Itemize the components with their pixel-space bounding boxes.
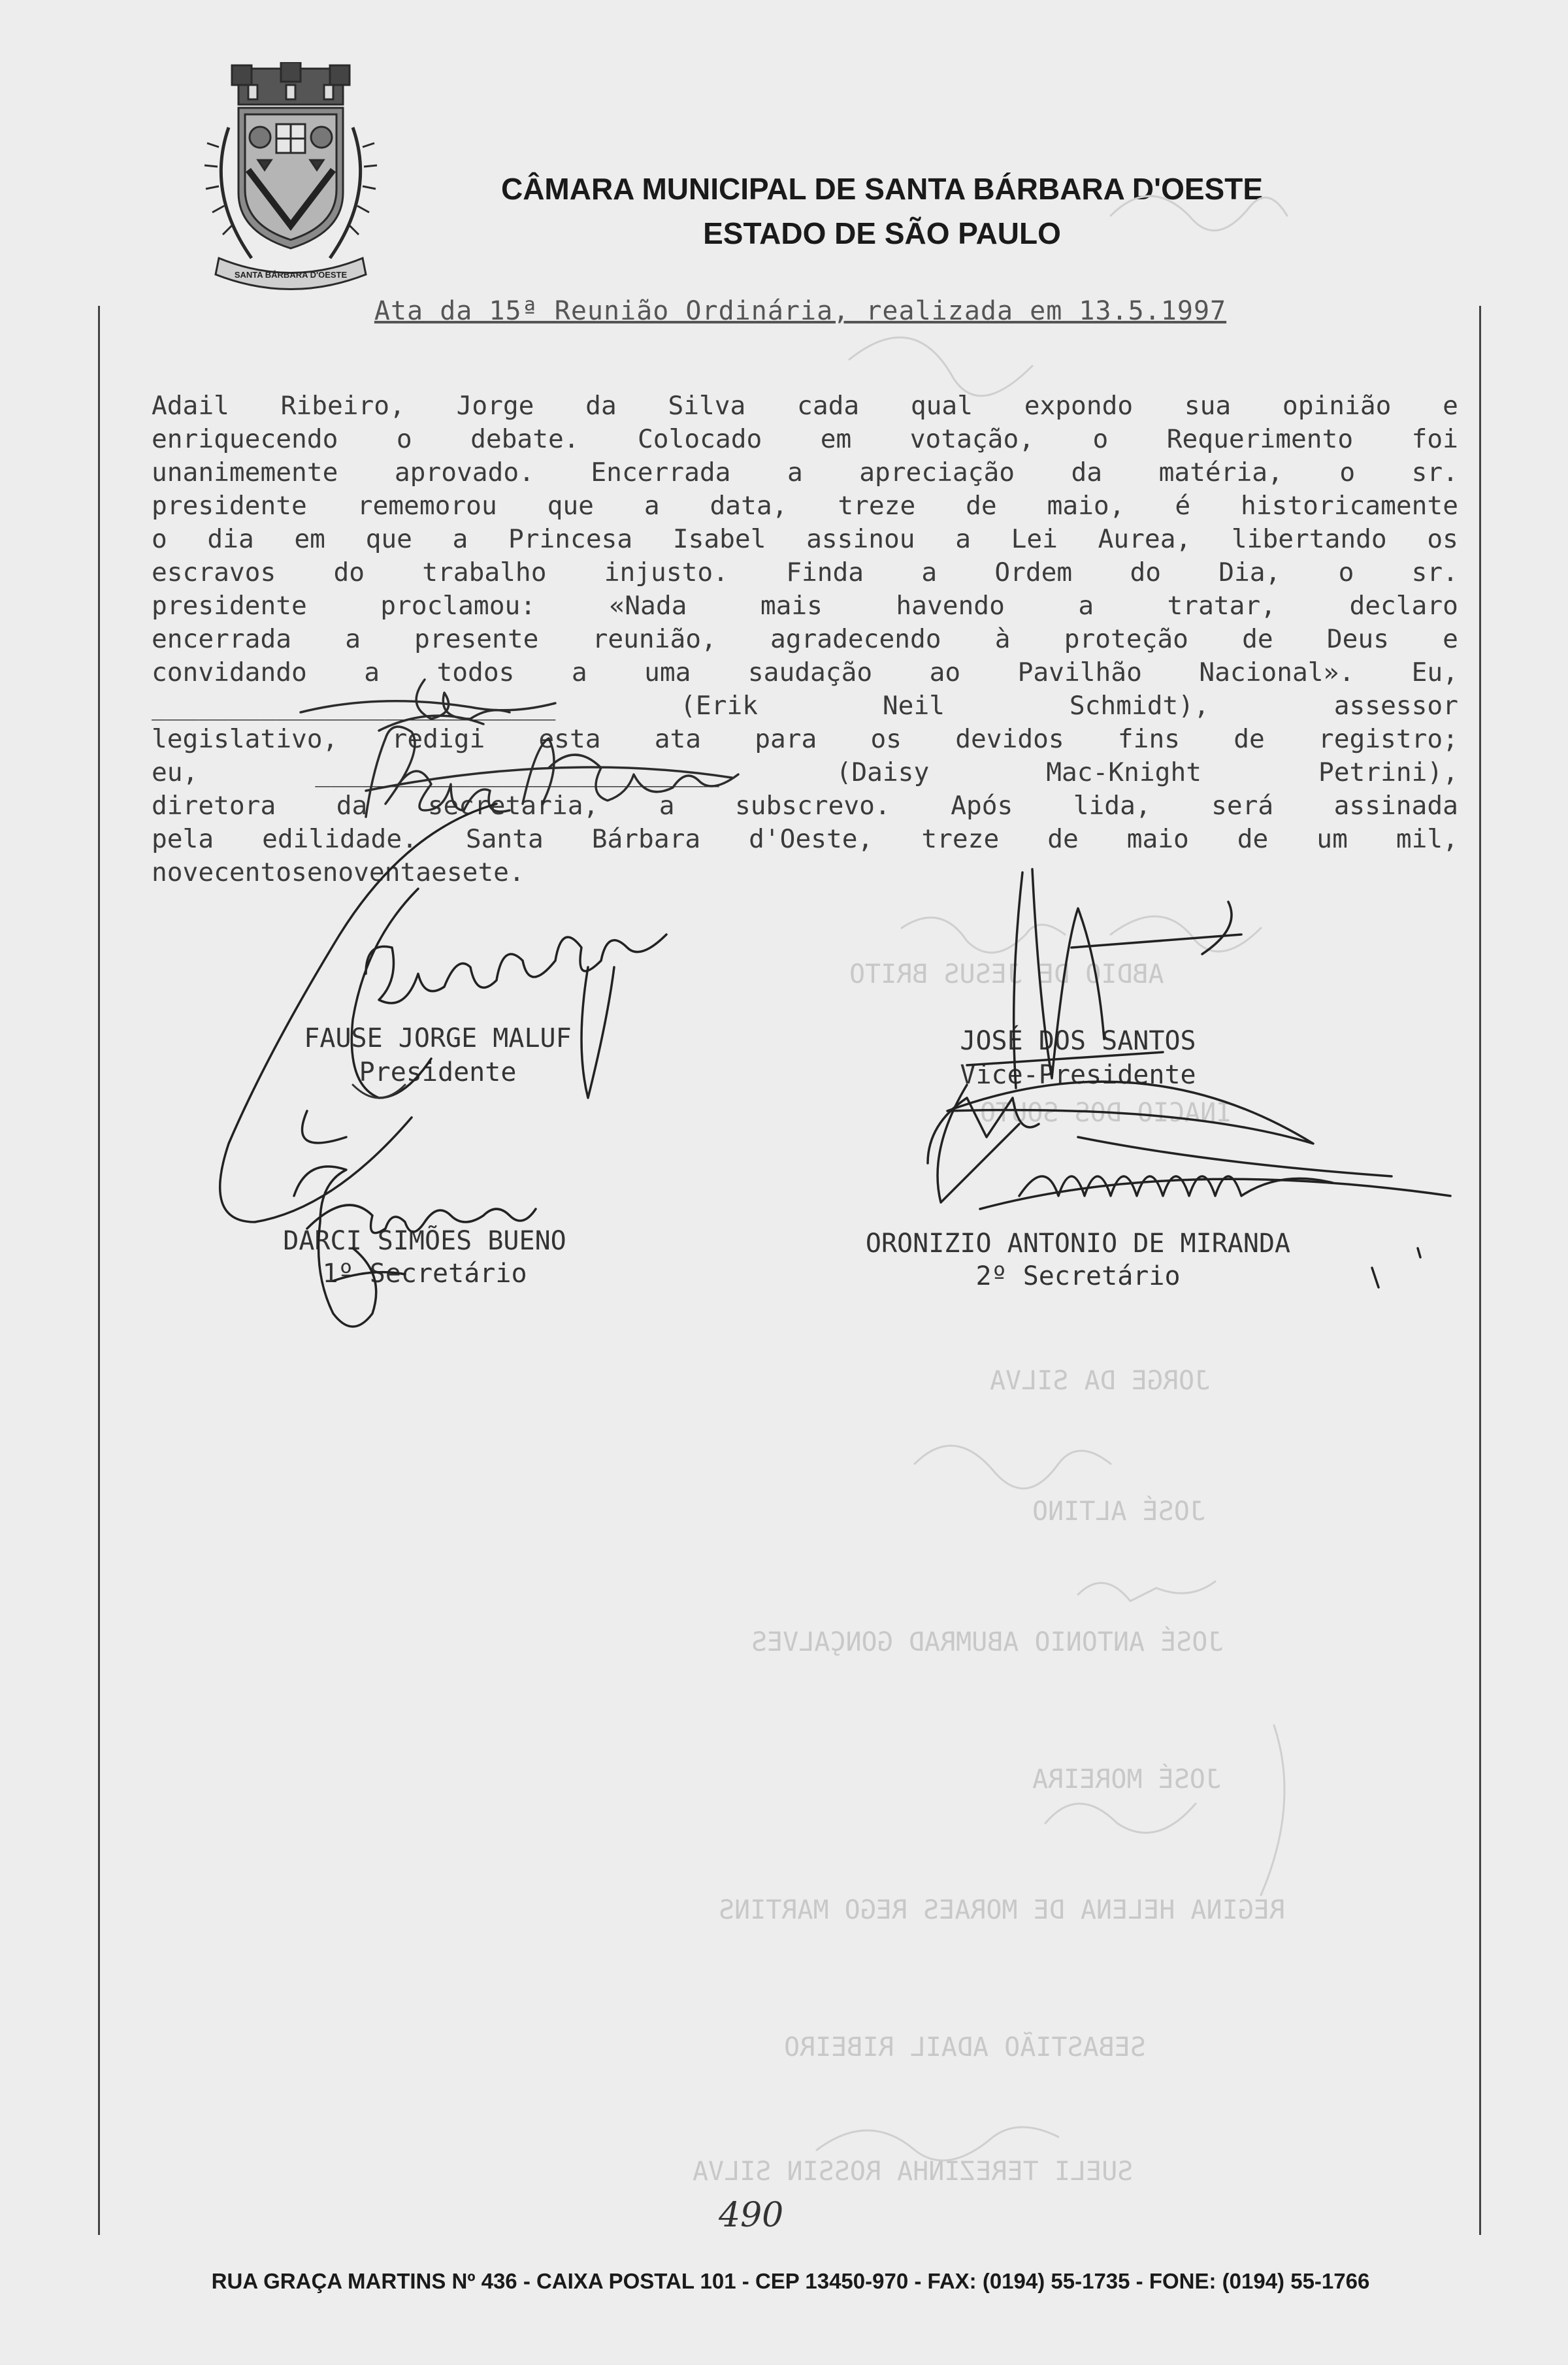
body-word: convidando [152, 657, 307, 687]
body-word: à [994, 624, 1011, 654]
body-word: presente [414, 624, 539, 654]
body-word: Adail [152, 391, 229, 421]
body-word: e [306, 857, 323, 887]
body-word: historicamente [1241, 491, 1458, 521]
body-word: Petrini), [1318, 757, 1458, 787]
body-word: que [547, 491, 594, 521]
body-word: legislativo, [152, 724, 338, 754]
body-word: sr. [1411, 557, 1458, 587]
body-word: registro; [1318, 724, 1458, 754]
signature-oronizio-miranda [928, 1082, 1450, 1287]
body-word: o [152, 524, 167, 554]
body-word: Eu, [1411, 657, 1458, 687]
body-word: lida, [1073, 791, 1151, 821]
body-word: unanimemente [152, 457, 338, 488]
ghost-name: SUELI TEREZINHA ROSSIN SILVA [693, 2157, 1134, 2187]
body-word: para [755, 724, 817, 754]
body-word: tratar, [1167, 591, 1276, 621]
body-word: a [345, 624, 361, 654]
body-word: será [1211, 791, 1274, 821]
body-word: a [955, 524, 971, 554]
body-word: e [1443, 391, 1458, 421]
body-word: os [1427, 524, 1458, 554]
body-word: __________________________ [315, 757, 719, 787]
body-word: assinada [1333, 791, 1458, 821]
body-word: Silva [668, 391, 746, 421]
body-word: secretaria, [427, 791, 599, 821]
body-word: trabalho [422, 557, 547, 587]
body-word: Colocado [638, 424, 762, 454]
body-word: (Erik [680, 691, 759, 721]
body-word: eu, [152, 757, 199, 787]
body-word: e [1443, 624, 1458, 654]
body-word: Encerrada [591, 457, 731, 488]
body-word: a [364, 657, 380, 687]
body-word: ata [654, 724, 702, 754]
body-word: injusto. [604, 557, 728, 587]
body-word: encerrada [152, 624, 292, 654]
body-word: presidente [152, 491, 307, 521]
body-word: redigi [391, 724, 485, 754]
body-word: novecentos [152, 857, 307, 887]
body-word: Princesa [508, 524, 633, 554]
body-word: da [1071, 457, 1103, 488]
body-word: edilidade. [262, 824, 417, 854]
body-word: um [1316, 824, 1348, 854]
body-word: de [1233, 724, 1265, 754]
minutes-title: Ata da 15ª Reunião Ordinária, realizada em 13.5.1997 [374, 296, 1227, 326]
body-word: maio [1126, 824, 1189, 854]
body-word: d'Oeste, [749, 824, 874, 854]
body-word: que [365, 524, 412, 554]
ghost-name: JOSÉ ALTINO [1032, 1497, 1205, 1527]
body-word: Santa [465, 824, 544, 854]
signatory-name: ORONIZIO ANTONIO DE MIRANDA [865, 1229, 1291, 1259]
ghost-name: JOSÉ ANTONIO ABUMRAD GONÇALVES [751, 1627, 1224, 1657]
body-word: opinião [1282, 391, 1392, 421]
footer-address: RUA GRAÇA MARTINS Nº 436 - CAIXA POSTAL 101 - CEP 13450-970 - FAX: (0194) 55-1735 - FONE: (0194) 55-1766 [211, 2269, 1370, 2293]
body-word: em [820, 424, 852, 454]
body-word: Deus [1326, 624, 1389, 654]
body-word: __________________________ [152, 691, 556, 721]
body-word: Neil [882, 691, 945, 721]
body-word: votação, [909, 424, 1035, 454]
body-word: sr. [1411, 457, 1458, 488]
body-word: (Daisy [836, 757, 930, 787]
body-word: Após [951, 791, 1013, 821]
body-word: de [1047, 824, 1079, 854]
body-word: libertando [1231, 524, 1387, 554]
signatory-role: 2º Secretário [975, 1261, 1181, 1291]
body-word: de [1242, 624, 1273, 654]
body-word: em [294, 524, 325, 554]
body-word: debate. [470, 424, 580, 454]
body-word: reunião, [592, 624, 717, 654]
body-word: data, [710, 491, 788, 521]
body-word: Dia, [1218, 557, 1281, 587]
body-word: o [1092, 424, 1109, 454]
body-word: da [585, 391, 617, 421]
body-word: o [1339, 457, 1356, 488]
body-word: «Nada [609, 591, 687, 621]
body-word: havendo [896, 591, 1005, 621]
body-word: diretora [152, 791, 276, 821]
body-word: rememorou [357, 491, 497, 521]
body-word: presidente [152, 591, 307, 621]
signature-erik-schmidt [301, 680, 555, 731]
body-word: a [659, 791, 675, 821]
body-word: o [396, 424, 412, 454]
body-word: da [336, 791, 368, 821]
ghost-name: ABDIO DE JESUS BRITO [849, 959, 1164, 989]
body-word: Pavilhão [1017, 657, 1142, 687]
body-word: escravos [152, 557, 276, 587]
body-word: expondo [1024, 391, 1134, 421]
body-word: maio, [1047, 491, 1125, 521]
body-word: foi [1411, 424, 1458, 454]
page-number: 490 [719, 2196, 784, 2235]
ghost-name: INACIO DOS SOUTO [980, 1098, 1232, 1128]
body-word: a [787, 457, 803, 488]
body-word: Bárbara [591, 824, 701, 854]
signatory-role: Vice-Presidente [960, 1060, 1196, 1090]
body-word: Ordem [994, 557, 1073, 587]
body-word: saudação [747, 657, 873, 687]
crest-banner-text: SANTA BÁRBARA D'OESTE [234, 270, 348, 280]
body-word: devidos [955, 724, 1064, 754]
body-word: treze [921, 824, 1000, 854]
body-word: a [1078, 591, 1094, 621]
ghost-name: REGINA HELENA DE MORAES REGO MARTINS [719, 1895, 1285, 1925]
body-word: mil, [1396, 824, 1458, 854]
signatory-name: FAUSE JORGE MALUF [304, 1023, 572, 1053]
body-word: sete. [446, 857, 525, 887]
body-word: o [1338, 557, 1354, 587]
body-word: proteção [1064, 624, 1188, 654]
body-word: assinou [806, 524, 915, 554]
signature-daisy-petrini [366, 727, 738, 817]
body-word: todos [436, 657, 515, 687]
body-word: e [431, 857, 447, 887]
signatory-role: 1º Secretário [322, 1259, 527, 1289]
body-word: subscrevo. [734, 791, 890, 821]
body-word: Aurea, [1098, 524, 1192, 554]
body-word: esta [538, 724, 601, 754]
body-word: enriquecendo [152, 424, 338, 454]
signature-fause-maluf [220, 804, 666, 1222]
body-word: mais [760, 591, 823, 621]
signatory-name: DARCI SIMÕES BUENO [283, 1226, 566, 1256]
body-word: Isabel [672, 524, 766, 554]
body-word: a [921, 557, 938, 587]
body-word: do [333, 557, 365, 587]
body-word: qual [910, 391, 973, 421]
body-word: os [870, 724, 902, 754]
body-word: dia [207, 524, 254, 554]
body-word: pela [152, 824, 214, 854]
ghost-name: JOSÉ MOREIRA [1032, 1764, 1221, 1794]
body-word: uma [644, 657, 691, 687]
body-word: de [1237, 824, 1269, 854]
body-word: a [644, 491, 660, 521]
body-word: ao [929, 657, 961, 687]
body-word: Lei [1011, 524, 1058, 554]
body-word: assessor [1333, 691, 1458, 721]
body-word: Finda [786, 557, 864, 587]
body-word: de [966, 491, 997, 521]
signature-jose-santos [967, 869, 1241, 1088]
body-word: Schmidt), [1069, 691, 1209, 721]
body-word: agradecendo [770, 624, 941, 654]
body-word: Ribeiro, [280, 391, 405, 421]
body-word: do [1130, 557, 1161, 587]
body-word: noventa [322, 857, 432, 887]
body-word: matéria, [1158, 457, 1283, 488]
body-word: cada [797, 391, 860, 421]
body-word: Nacional». [1199, 657, 1355, 687]
body-word: sua [1184, 391, 1232, 421]
signatory-role: Presidente [359, 1057, 517, 1087]
body-word: Jorge [456, 391, 534, 421]
body-word: a [452, 524, 468, 554]
body-word: Requerimento [1166, 424, 1354, 454]
body-word: apreciação [859, 457, 1015, 488]
institution-title: CÂMARA MUNICIPAL DE SANTA BÁRBARA D'OESTE [500, 172, 1264, 206]
body-word: aprovado. [394, 457, 534, 488]
body-word: fins [1117, 724, 1181, 754]
body-word: a [571, 657, 587, 687]
state-title: ESTADO DE SÃO PAULO [703, 216, 1061, 250]
ghost-name: SEBASTIÃO ADAIL RIBEIRO [784, 2032, 1146, 2062]
signatory-name: JOSÉ DOS SANTOS [960, 1026, 1196, 1056]
body-word: é [1175, 491, 1191, 521]
body-word: Mac-Knight [1046, 757, 1202, 787]
body-word: proclamou: [380, 591, 536, 621]
ghost-name: JORGE DA SILVA [990, 1366, 1211, 1396]
body-word: treze [838, 491, 916, 521]
body-word: declaro [1349, 591, 1458, 621]
